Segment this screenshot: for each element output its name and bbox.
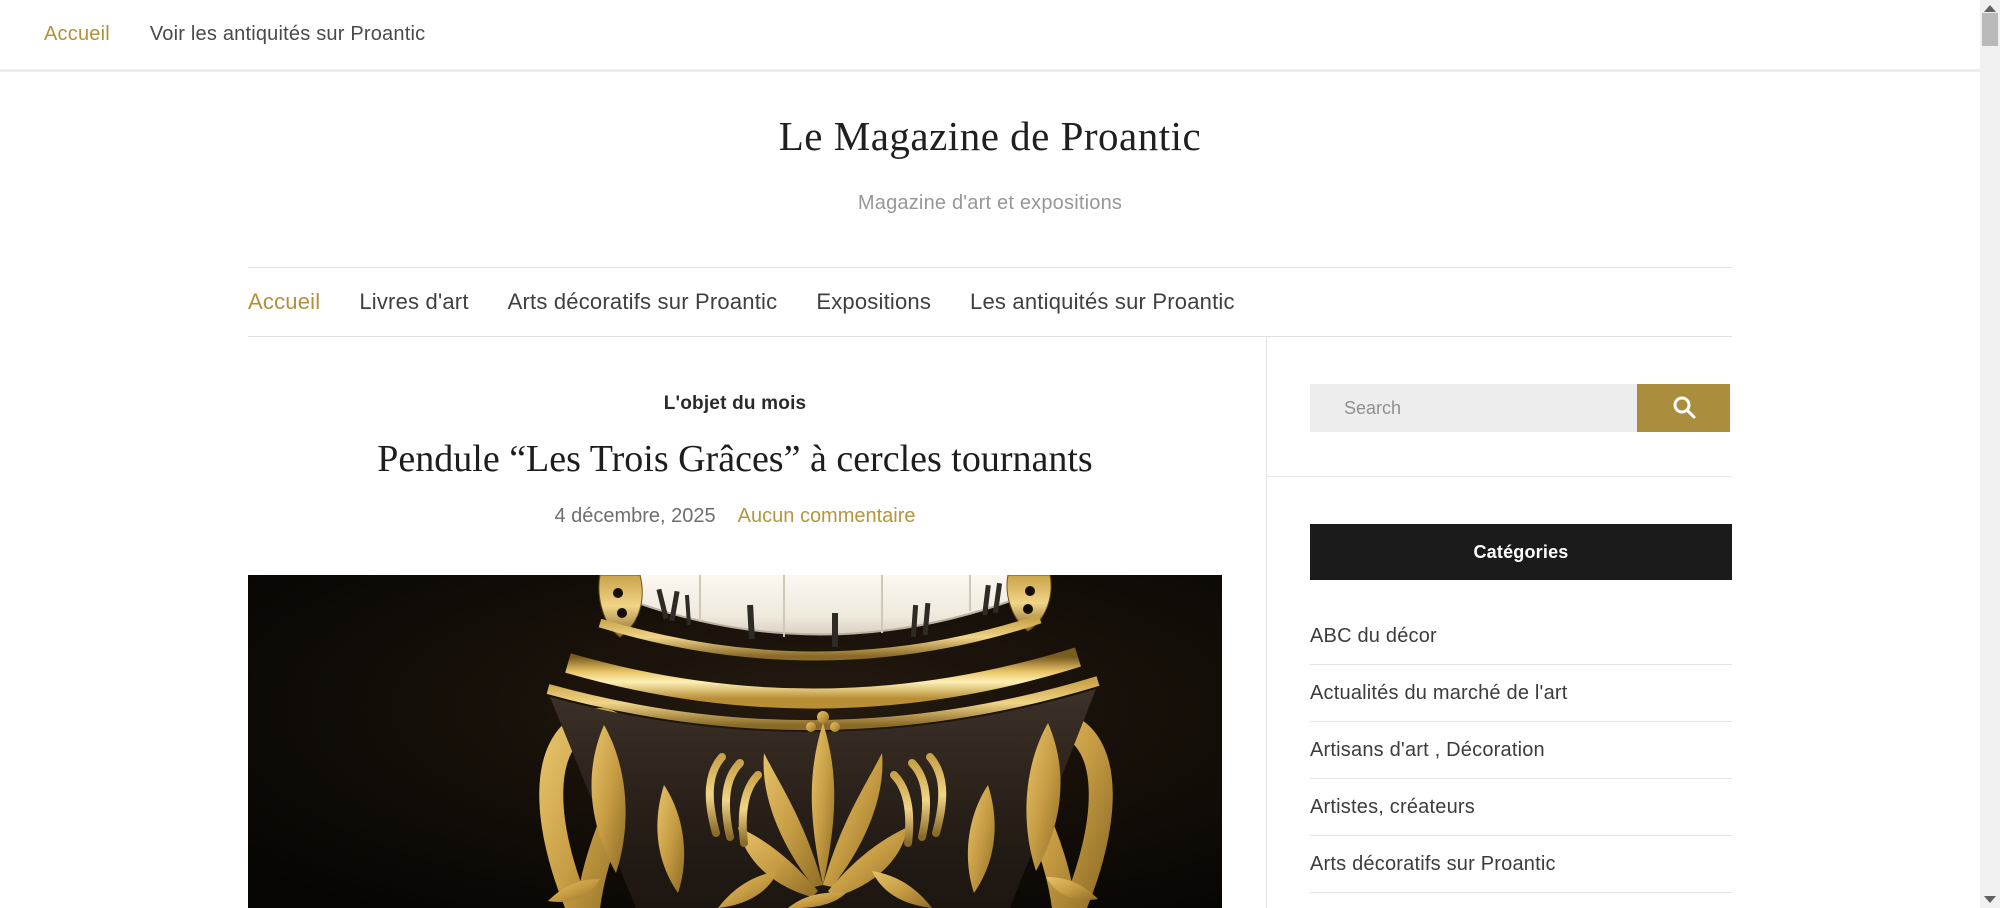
- nav-item-livres-dart[interactable]: Livres d'art: [359, 289, 469, 314]
- list-item: [1310, 722, 1732, 779]
- nav-item-arts-decoratifs[interactable]: Arts décoratifs sur Proantic: [507, 289, 778, 314]
- list-item: [1310, 836, 1732, 893]
- category-link-artistes-createurs[interactable]: Artistes, créateurs: [1310, 795, 1475, 818]
- list-item: [1310, 665, 1732, 722]
- scrollbar-up-arrow[interactable]: [1984, 5, 1996, 12]
- scrollbar-thumb[interactable]: [1982, 13, 1998, 46]
- article-date: 4 décembre, 2025: [554, 505, 716, 527]
- widget-divider: [1266, 476, 1732, 477]
- categories-widget-heading: Catégories: [1310, 524, 1732, 580]
- nav-item-accueil[interactable]: Accueil: [248, 289, 321, 314]
- category-link-abc-du-decor[interactable]: ABC du décor: [1310, 624, 1437, 647]
- featured-image: [248, 575, 1222, 908]
- magnifier-icon: [1671, 394, 1697, 423]
- list-item: [1310, 779, 1732, 836]
- search-button[interactable]: [1637, 384, 1730, 432]
- primary-nav: [248, 267, 1732, 337]
- list-item: [1310, 608, 1732, 665]
- nav-item-expositions[interactable]: Expositions: [816, 289, 932, 314]
- topbar-link-accueil[interactable]: Accueil: [44, 23, 110, 45]
- article-meta: [248, 505, 1222, 528]
- clock-photo-illustration: [248, 575, 1222, 908]
- category-link-actualites-marche-art[interactable]: Actualités du marché de l'art: [1310, 681, 1568, 704]
- search-input[interactable]: [1310, 384, 1637, 432]
- scrollbar-track[interactable]: [1980, 0, 2000, 908]
- article-comments-link[interactable]: Aucun commentaire: [737, 505, 916, 527]
- site-tagline: Magazine d'art et expositions: [857, 192, 1123, 214]
- article-title: Pendule “Les Trois Grâces” à cercles tournants: [377, 438, 1093, 480]
- site-title[interactable]: Le Magazine de Proantic: [778, 113, 1202, 159]
- category-link-artisans-dart-decoration[interactable]: Artisans d'art , Décoration: [1310, 738, 1545, 761]
- scrollbar-down-arrow[interactable]: [1984, 896, 1996, 903]
- topbar-link-voir-antiquites[interactable]: Voir les antiquités sur Proantic: [149, 23, 426, 45]
- category-link-arts-decoratifs[interactable]: Arts décoratifs sur Proantic: [1310, 852, 1556, 875]
- nav-item-les-antiquites[interactable]: Les antiquités sur Proantic: [970, 289, 1235, 314]
- content-sidebar-divider: [1266, 337, 1267, 908]
- top-bar: [0, 0, 1980, 72]
- categories-list: [1310, 608, 1732, 893]
- article-category-link[interactable]: L'objet du mois: [663, 393, 807, 414]
- search-widget: [1310, 384, 1730, 432]
